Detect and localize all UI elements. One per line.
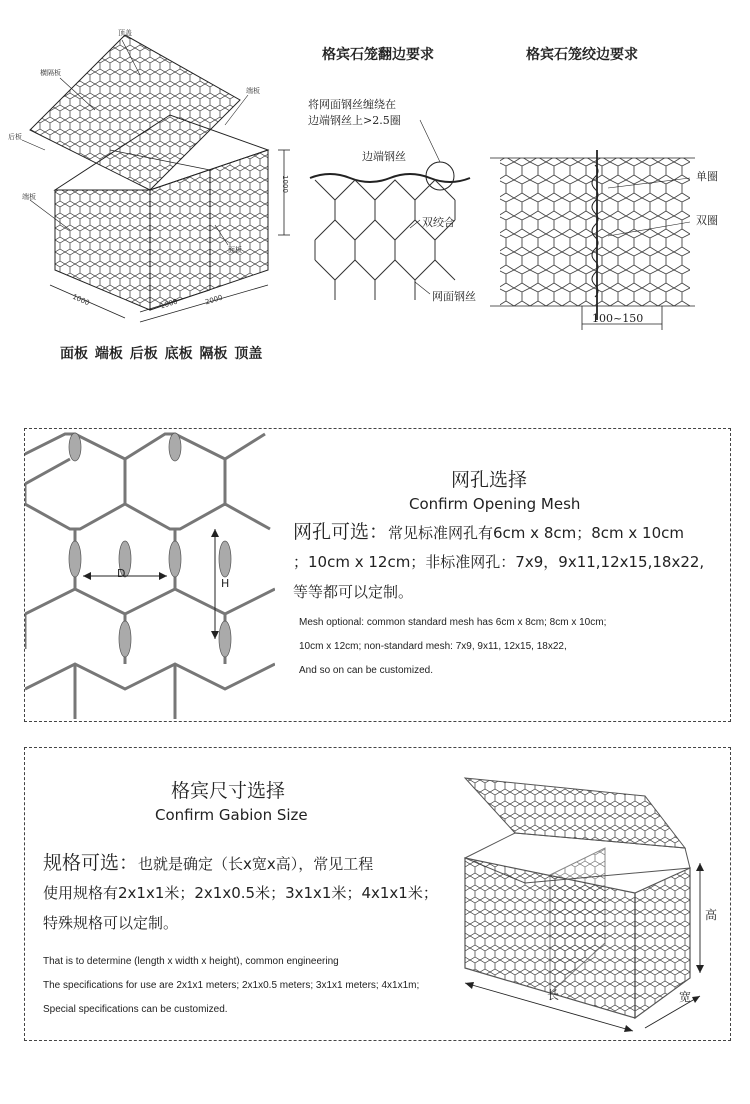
mesh-line2: ；10cm x 12cm；非标准网孔：7x9，9x11,12x15,18x22,: [293, 553, 705, 571]
dim-mid: 1000: [159, 297, 179, 311]
mesh-en2: 10cm x 12cm; non-standard mesh: 7x9, 9x11, 12x15, 18x22,: [299, 641, 567, 652]
label-top-cover: 顶盖: [118, 29, 132, 37]
gabion-en3: Special specifications can be customized.: [43, 1004, 228, 1015]
fig2-note-line1: 将网面钢丝缠绕在: [308, 98, 396, 111]
label-face-panel: 面板: [228, 246, 242, 254]
fig1-caption: 面板 端板 后板 底板 隔板 顶盖: [60, 346, 263, 362]
gabion-line1: [43, 848, 373, 879]
selvedge-diagram: [490, 0, 750, 340]
gabion-box-diagram: [0, 0, 300, 380]
mesh-title-cn: 网孔选择: [451, 469, 528, 491]
mesh-label-h: H: [221, 577, 230, 590]
mesh-label-d: D: [117, 567, 126, 580]
fig3-dim: 100~150: [592, 312, 644, 325]
edge-wrap-drawing: [300, 0, 490, 330]
gabion-en2: The specifications for use are 2x1x1 meters; 2x1x0.5 meters; 3x1x1 meters; 4x1x1m;: [43, 980, 420, 991]
mesh-line3: 等等都可以定制。: [293, 583, 414, 601]
label-end-panel-left: 端板: [22, 193, 36, 201]
gabion-lead: 规格可选：: [43, 852, 139, 874]
mesh-title-en: Confirm Opening Mesh: [409, 495, 581, 513]
gabion-title-en: Confirm Gabion Size: [155, 806, 308, 824]
mesh-section: [24, 428, 731, 722]
mesh-line1-text: 常见标准网孔有6cm x 8cm；8cm x 10cm: [388, 524, 684, 542]
dim-height: 1000: [280, 175, 289, 193]
fig3-label-single: 单圈: [696, 170, 718, 183]
gabion-line3: 特殊规格可以定制。: [43, 914, 179, 932]
dim-width: 1000: [71, 292, 91, 308]
gabion-size-section: [24, 747, 731, 1041]
gabion-box-drawing: [0, 0, 300, 330]
fig2-label-twist: 双绞合: [422, 216, 455, 229]
mesh-closeup-drawing: [25, 429, 275, 719]
fig2-label-mesh-wire: 网面钢丝: [432, 290, 476, 303]
gabion-title-cn: 格宾尺寸选择: [171, 780, 286, 802]
gabion-en1: That is to determine (length x width x height), common engineering: [43, 956, 339, 967]
label-back-panel: 后板: [8, 133, 22, 141]
gabion-label-width: 宽: [679, 990, 692, 1004]
gabion-line1-text: 也就是确定（长x宽x高），常见工程: [138, 855, 374, 873]
fig3-title: 格宾石笼绞边要求: [526, 47, 638, 63]
gabion-label-length: 长: [547, 988, 560, 1002]
mesh-lead: 网孔可选：: [293, 521, 389, 543]
label-end-panel-right: 端板: [246, 87, 260, 95]
mesh-line1: [293, 517, 684, 548]
gabion-label-height: 高: [705, 908, 718, 922]
edge-wrap-diagram: [300, 0, 490, 330]
fig2-note-line2: 边端钢丝上>2.5圈: [308, 114, 401, 127]
dim-length: 2000: [204, 293, 224, 307]
label-divider: 横隔板: [40, 69, 61, 77]
fig2-title: 格宾石笼翻边要求: [322, 47, 434, 63]
fig2-label-edge-wire: 边端钢丝: [362, 150, 406, 163]
gabion-line2: 使用规格有2x1x1米；2x1x0.5米；3x1x1米；4x1x1米；: [43, 884, 438, 902]
mesh-en3: And so on can be customized.: [299, 665, 433, 676]
fig3-label-double: 双圈: [696, 214, 718, 227]
mesh-en1: Mesh optional: common standard mesh has 6cm x 8cm; 8cm x 10cm;: [299, 617, 607, 628]
